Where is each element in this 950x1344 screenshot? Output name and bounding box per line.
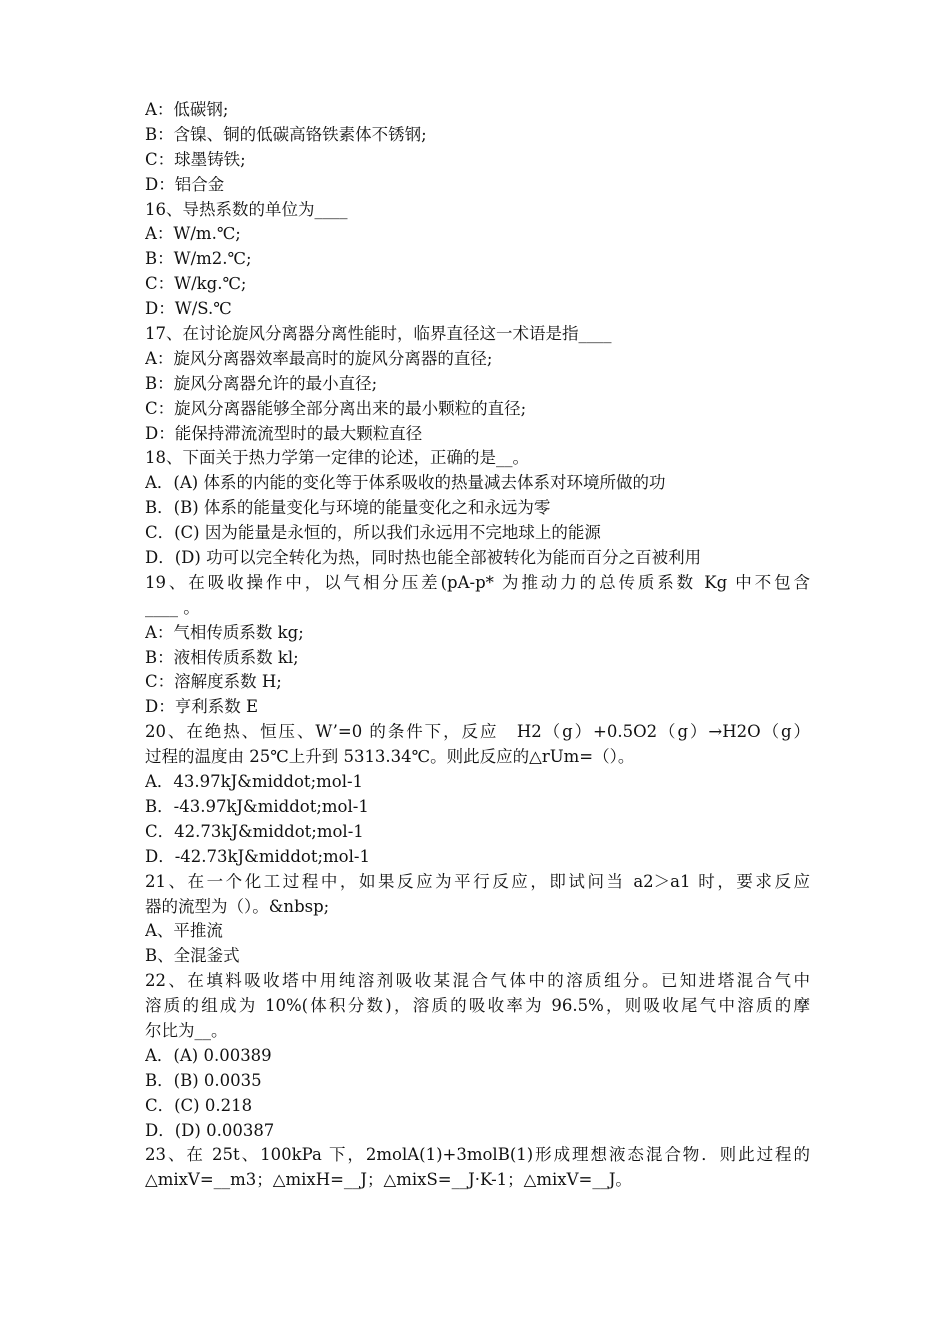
question-23: 23、在 25t、100kPa 下，2molA(1)+3molB(1)形成理想液态混合物．则此过程的	[145, 1145, 810, 1165]
text-line: B．(B) 体系的能量变化与环境的能量变化之和永远为零	[145, 498, 551, 518]
question-22: 22、在填料吸收塔中用纯溶剂吸收某混合气体中的溶质组分。已知进塔混合气中	[145, 971, 810, 991]
text-line: A：低碳钢;	[145, 100, 229, 119]
text-line: A：旋风分离器效率最高时的旋风分离器的直径;	[145, 348, 493, 368]
text-line: C．42.73kJ&middot;mol-1	[145, 821, 364, 841]
text-line: A：气相传质系数 kg;	[145, 622, 304, 642]
question-21: 21、在一个化工过程中，如果反应为平行反应，即试问当 a2＞a1 时，要求反应	[145, 871, 810, 891]
question-18: 18、下面关于热力学第一定律的论述，正确的是__。	[145, 448, 529, 468]
text-line: D．(D) 0.00387	[145, 1120, 275, 1140]
text-line: D．(D) 功可以完全转化为热，同时热也能全部被转化为能而百分之百被利用	[145, 548, 702, 568]
text-line: D：W/S.℃	[145, 299, 232, 319]
text-line: A．(A) 0.00389	[145, 1045, 272, 1065]
text-line: C．(C) 因为能量是永恒的，所以我们永远用不完地球上的能源	[145, 523, 601, 543]
text-line: A：W/m.℃;	[145, 224, 241, 244]
text-line: B：液相传质系数 kl;	[145, 647, 299, 667]
text-line: B、全混釜式	[145, 946, 240, 966]
document-page	[145, 98, 810, 1193]
text-line: C．(C) 0.218	[145, 1095, 253, 1115]
text-line: D：亨利系数 E	[145, 697, 259, 717]
text-line: B．-43.97kJ&middot;mol-1	[145, 796, 369, 816]
text-line: D．-42.73kJ&middot;mol-1	[145, 846, 370, 866]
question-20: 20、在绝热、恒压、W’=0 的条件下，反应 H2（g）+0.5O2（g）→H2O（g）	[145, 722, 810, 742]
text-line: C：W/kg.℃;	[145, 274, 247, 294]
text-line: B：含镍、铜的低碳高铬铁素体不锈钢;	[145, 124, 427, 144]
text-line: B：旋风分离器允许的最小直径;	[145, 373, 378, 393]
question-19: 19、在吸收操作中，以气相分压差(pA-p* 为推动力的总传质系数 Kg 中不包含	[145, 572, 810, 592]
text-line: △mixV=__m3；△mixH=__J；△mixS=__J·K-1；△mixV=__J。	[145, 1170, 632, 1190]
text-line: D：铝合金	[145, 174, 225, 194]
text-line: A．(A) 体系的内能的变化等于体系吸收的热量减去体系对环境所做的功	[145, 473, 666, 493]
question-17: 17、在讨论旋风分离器分离性能时，临界直径这一术语是指____	[145, 324, 612, 344]
text-line: D：能保持滞流流型时的最大颗粒直径	[145, 423, 423, 443]
text-line: C：球墨铸铁;	[145, 149, 246, 169]
text-line: B．(B) 0.0035	[145, 1070, 262, 1090]
text-line: ____ 。	[145, 597, 200, 617]
text-line: 器的流型为（）。&nbsp;	[145, 896, 330, 916]
question-16: 16、导热系数的单位为____	[145, 199, 348, 219]
text-line: 溶质的组成为 10%(体积分数)，溶质的吸收率为 96.5%，则吸收尾气中溶质的摩	[145, 996, 810, 1016]
text-line: A．43.97kJ&middot;mol-1	[145, 772, 364, 792]
text-line: C：溶解度系数 H;	[145, 672, 282, 692]
text-line: 尔比为__。	[145, 1020, 228, 1040]
text-line: 过程的温度由 25℃上升到 5313.34℃。则此反应的△rUm=（）。	[145, 747, 635, 767]
text-line: B：W/m2.℃;	[145, 249, 252, 269]
text-line: C：旋风分离器能够全部分离出来的最小颗粒的直径;	[145, 398, 527, 418]
text-line: A、平推流	[145, 921, 223, 941]
